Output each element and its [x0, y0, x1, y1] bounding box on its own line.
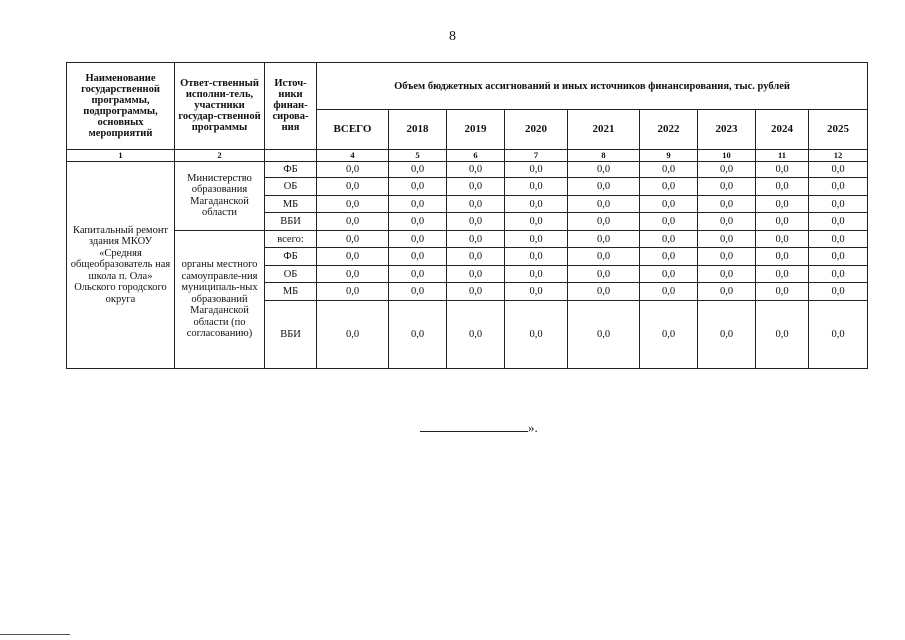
value-cell: 0,0 — [640, 178, 698, 196]
value-cell: 0,0 — [505, 195, 568, 213]
value-cell: 0,0 — [640, 248, 698, 266]
header-col-2021: 2021 — [568, 110, 640, 149]
value-cell: 0,0 — [317, 300, 389, 368]
header-col-2020: 2020 — [505, 110, 568, 149]
value-cell: 0,0 — [568, 248, 640, 266]
value-cell: 0,0 — [317, 265, 389, 283]
source-cell: ВБИ — [265, 300, 317, 368]
value-cell: 0,0 — [756, 178, 809, 196]
value-cell: 0,0 — [317, 283, 389, 301]
program-name-cell: Капитальный ремонт здания МКОУ «Средняя общеобразователь ная школа п. Ола» Ольского городского округа — [67, 161, 175, 368]
source-cell: ОБ — [265, 265, 317, 283]
value-cell: 0,0 — [447, 300, 505, 368]
header-responsible: Ответ-ственный исполни-тель, участники государ-ственной программы — [175, 63, 265, 150]
value-cell: 0,0 — [447, 178, 505, 196]
value-cell: 0,0 — [447, 283, 505, 301]
value-cell: 0,0 — [756, 265, 809, 283]
value-cell: 0,0 — [640, 195, 698, 213]
value-cell: 0,0 — [389, 195, 447, 213]
header-col-2019: 2019 — [447, 110, 505, 149]
column-number — [265, 149, 317, 161]
column-number: 7 — [505, 149, 568, 161]
column-number: 2 — [175, 149, 265, 161]
value-cell: 0,0 — [698, 178, 756, 196]
value-cell: 0,0 — [447, 161, 505, 177]
value-cell: 0,0 — [698, 283, 756, 301]
value-cell: 0,0 — [505, 230, 568, 248]
value-cell: 0,0 — [756, 248, 809, 266]
column-number: 11 — [756, 149, 809, 161]
value-cell: 0,0 — [447, 265, 505, 283]
value-cell: 0,0 — [756, 300, 809, 368]
value-cell: 0,0 — [389, 300, 447, 368]
value-cell: 0,0 — [640, 300, 698, 368]
value-cell: 0,0 — [809, 195, 868, 213]
value-cell: 0,0 — [809, 300, 868, 368]
value-cell: 0,0 — [756, 213, 809, 231]
source-cell: ФБ — [265, 161, 317, 177]
value-cell: 0,0 — [809, 213, 868, 231]
value-cell: 0,0 — [317, 248, 389, 266]
value-cell: 0,0 — [640, 161, 698, 177]
value-cell: 0,0 — [568, 213, 640, 231]
value-cell: 0,0 — [389, 230, 447, 248]
value-cell: 0,0 — [809, 178, 868, 196]
source-cell: всего: — [265, 230, 317, 248]
value-cell: 0,0 — [505, 300, 568, 368]
participant-cell: Министерство образования Магаданской области — [175, 161, 265, 230]
value-cell: 0,0 — [505, 248, 568, 266]
value-cell: 0,0 — [505, 265, 568, 283]
value-cell: 0,0 — [568, 161, 640, 177]
value-cell: 0,0 — [568, 300, 640, 368]
value-cell: 0,0 — [698, 195, 756, 213]
value-cell: 0,0 — [317, 195, 389, 213]
source-cell: МБ — [265, 283, 317, 301]
budget-table-body — [67, 63, 868, 369]
value-cell: 0,0 — [447, 248, 505, 266]
value-cell: 0,0 — [809, 283, 868, 301]
header-row-top — [67, 63, 868, 110]
value-cell: 0,0 — [389, 161, 447, 177]
value-cell: 0,0 — [317, 230, 389, 248]
value-cell: 0,0 — [640, 283, 698, 301]
signature-line — [420, 421, 528, 432]
value-cell: 0,0 — [447, 213, 505, 231]
budget-table — [66, 62, 868, 369]
value-cell: 0,0 — [505, 213, 568, 231]
value-cell: 0,0 — [809, 230, 868, 248]
value-cell: 0,0 — [317, 178, 389, 196]
value-cell: 0,0 — [809, 265, 868, 283]
value-cell: 0,0 — [756, 230, 809, 248]
value-cell: 0,0 — [640, 230, 698, 248]
header-col-2024: 2024 — [756, 110, 809, 149]
header-col-2022: 2022 — [640, 110, 698, 149]
closing-quote: ». — [528, 420, 538, 435]
value-cell: 0,0 — [640, 265, 698, 283]
source-cell: ВБИ — [265, 213, 317, 231]
value-cell: 0,0 — [698, 248, 756, 266]
value-cell: 0,0 — [568, 178, 640, 196]
column-number: 4 — [317, 149, 389, 161]
header-col-2025: 2025 — [809, 110, 868, 149]
value-cell: 0,0 — [756, 195, 809, 213]
source-cell: ОБ — [265, 178, 317, 196]
value-cell: 0,0 — [505, 283, 568, 301]
header-program: Наименование государственной программы, подпрограммы, основных мероприятий — [67, 63, 175, 150]
value-cell: 0,0 — [809, 248, 868, 266]
value-cell: 0,0 — [447, 195, 505, 213]
margin-line — [0, 634, 70, 635]
column-number: 9 — [640, 149, 698, 161]
value-cell: 0,0 — [389, 178, 447, 196]
value-cell: 0,0 — [505, 178, 568, 196]
value-cell: 0,0 — [568, 283, 640, 301]
header-col-2018: 2018 — [389, 110, 447, 149]
value-cell: 0,0 — [698, 230, 756, 248]
value-cell: 0,0 — [756, 283, 809, 301]
column-number: 5 — [389, 149, 447, 161]
column-number: 1 — [67, 149, 175, 161]
value-cell: 0,0 — [640, 213, 698, 231]
source-cell: МБ — [265, 195, 317, 213]
participant-cell: органы местного самоуправле-ния муниципаль-ных образований Магаданской области (по согласованию) — [175, 230, 265, 368]
value-cell: 0,0 — [698, 300, 756, 368]
value-cell: 0,0 — [809, 161, 868, 177]
table-row — [67, 161, 868, 177]
header-volume: Объем бюджетных ассигнований и иных источников финансирования, тыс. рублей — [317, 63, 868, 110]
header-col-total: ВСЕГО — [317, 110, 389, 149]
page-number: 8 — [449, 29, 456, 44]
column-number: 12 — [809, 149, 868, 161]
closing-mark — [420, 420, 538, 436]
value-cell: 0,0 — [389, 283, 447, 301]
column-number: 8 — [568, 149, 640, 161]
column-number-row — [67, 149, 868, 161]
value-cell: 0,0 — [389, 248, 447, 266]
value-cell: 0,0 — [568, 230, 640, 248]
value-cell: 0,0 — [756, 161, 809, 177]
value-cell: 0,0 — [698, 213, 756, 231]
value-cell: 0,0 — [317, 161, 389, 177]
source-cell: ФБ — [265, 248, 317, 266]
header-col-2023: 2023 — [698, 110, 756, 149]
value-cell: 0,0 — [505, 161, 568, 177]
value-cell: 0,0 — [698, 161, 756, 177]
column-number: 10 — [698, 149, 756, 161]
value-cell: 0,0 — [698, 265, 756, 283]
value-cell: 0,0 — [568, 265, 640, 283]
value-cell: 0,0 — [389, 213, 447, 231]
value-cell: 0,0 — [568, 195, 640, 213]
value-cell: 0,0 — [447, 230, 505, 248]
column-number: 6 — [447, 149, 505, 161]
value-cell: 0,0 — [389, 265, 447, 283]
value-cell: 0,0 — [317, 213, 389, 231]
header-source: Источ-ники финан-сирова-ния — [265, 63, 317, 150]
table-row — [67, 230, 868, 248]
